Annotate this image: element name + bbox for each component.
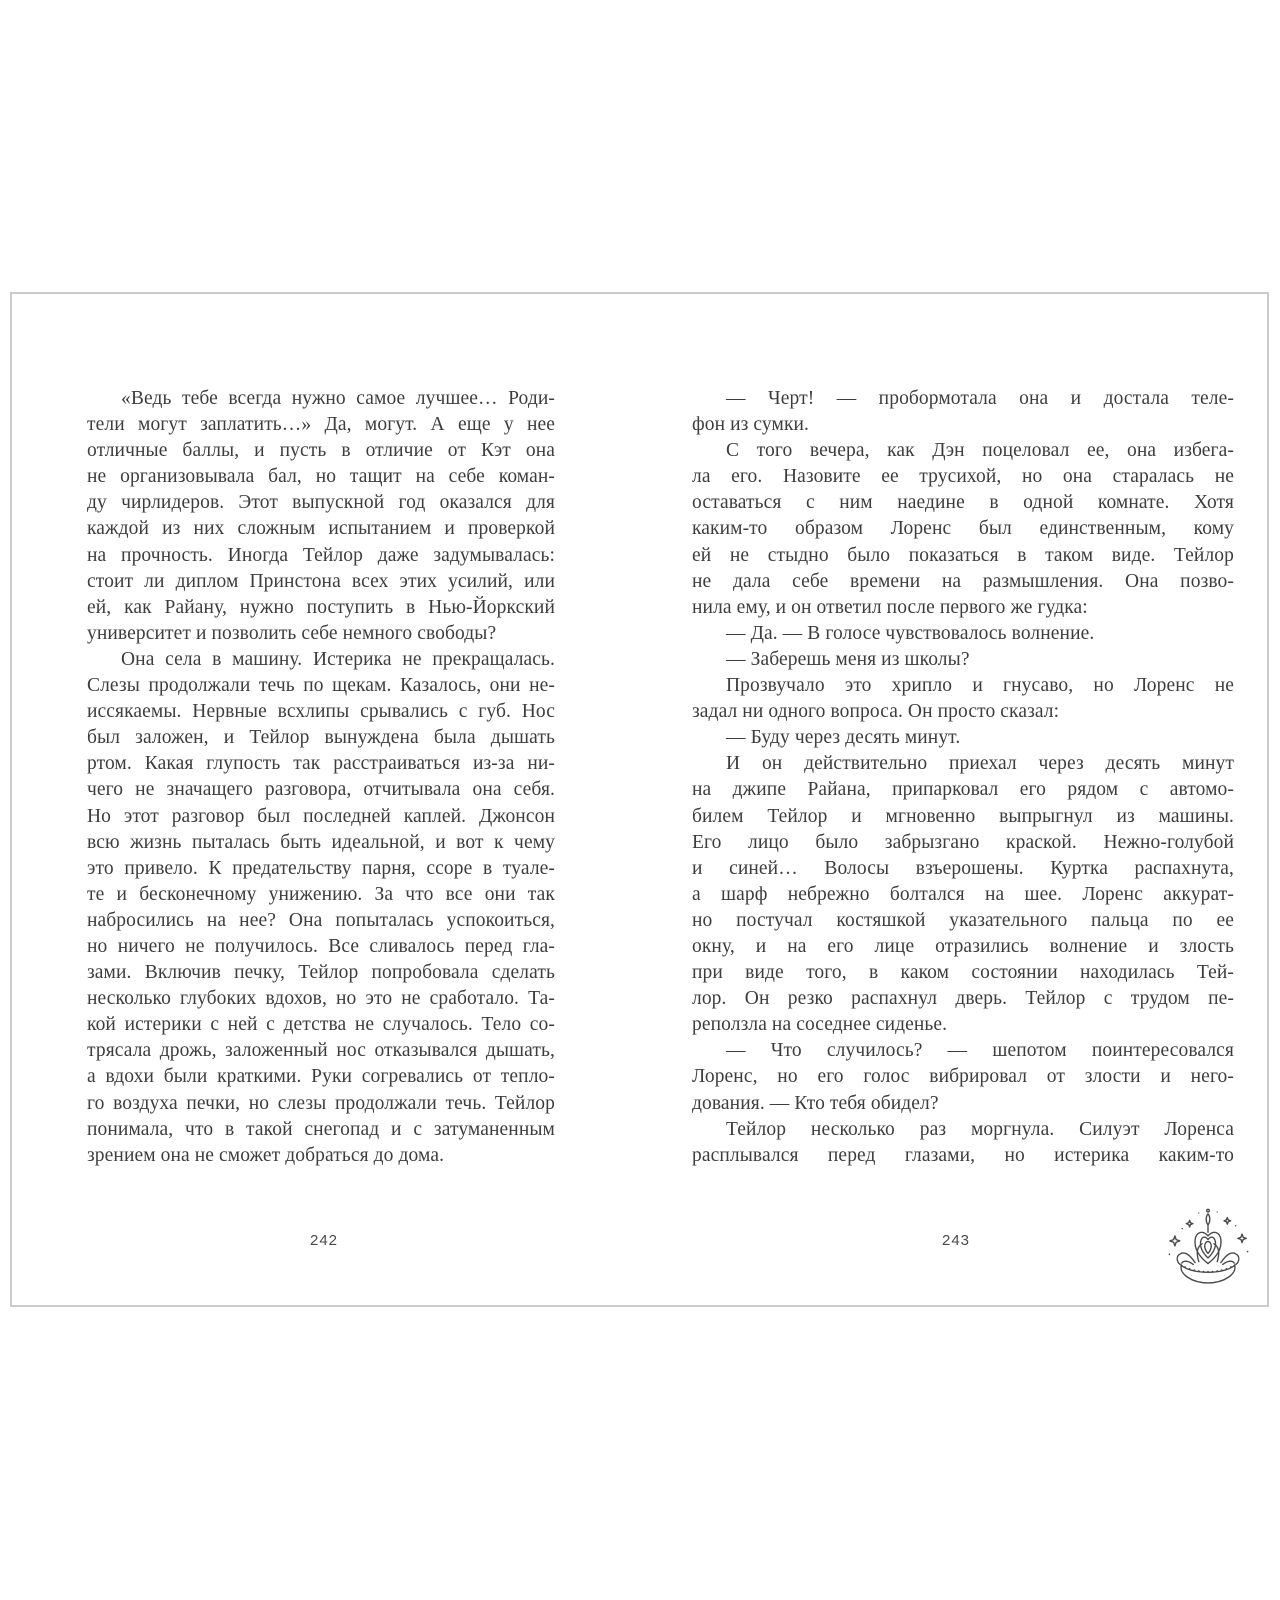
text-line: Она села в машину. Истерика не прекращалась. [121, 648, 555, 670]
text-line: набросились на нее? Она попыталась успокоиться, [87, 909, 555, 931]
text-line: фон из сумки. [692, 414, 810, 436]
text-line: отличные баллы, и пусть в отличие от Кэт она [87, 440, 555, 462]
text-line: — Заберешь меня из школы? [726, 648, 970, 670]
paragraph [692, 647, 1234, 673]
text-line: не дала себе времени на размышления. Она позво- [692, 570, 1234, 592]
text-line: — Черт! — пробормотала она и достала теле- [726, 388, 1234, 409]
text-line: Его лицо было забрызгано краской. Нежно-голубой [692, 831, 1234, 853]
text-line: задал ни одного вопроса. Он просто сказал: [692, 701, 1060, 723]
text-line: ей, как Райану, нужно поступить в Нью-Йоркский [87, 596, 555, 618]
text-line: Слезы продолжали течь по щекам. Казалось, они не- [87, 675, 555, 697]
text-line: го воздуха печки, но слезы продолжали течь. Тейлор [87, 1092, 555, 1114]
text-line: Прозвучало это хрипло и гнусаво, но Лоренс не [726, 675, 1234, 697]
text-line: — Что случилось? — шепотом поинтересовался [726, 1040, 1234, 1062]
text-line: ду чирлидеров. Этот выпускной год оказался для [87, 492, 555, 514]
paragraph [692, 725, 1234, 751]
text-line: реползла на соседнее сиденье. [692, 1014, 948, 1036]
text-line: иссякаемы. Нервные всхлипы срывались с губ. Нос [87, 701, 555, 723]
text-line: Лоренс, но его голос вибрировал от злости и него- [692, 1066, 1234, 1088]
text-line: — Буду через десять минут. [726, 727, 961, 749]
text-line: но ничего не получилось. Все сливалось перед гла- [87, 935, 555, 957]
text-line: не организовывала бал, но тащит на себе коман- [87, 466, 555, 488]
text-line: был заложен, и Тейлор вынуждена была дышать [87, 727, 555, 749]
text-line: трясала дрожь, заложенный нос отказывался дышать, [87, 1040, 555, 1062]
text-line: ей не стыдно было показаться в таком виде. Тейлор [692, 544, 1234, 566]
text-line: те и бесконечному унижению. За что все они так [87, 883, 555, 905]
text-line: дования. — Кто тебя обидел? [692, 1092, 939, 1114]
text-line: зами. Включив печку, Тейлор попробовала сделать [87, 962, 555, 984]
text-line: каждой из них сложным испытанием и проверкой [87, 518, 555, 540]
paragraph [692, 386, 1234, 438]
text-line: на прочность. Иногда Тейлор даже задумывалась: [87, 544, 555, 566]
text-line: чего не значащего разговора, отчитывала она себя. [87, 779, 555, 801]
text-line: а шарф небрежно болтался на шее. Лоренс аккурат- [692, 883, 1234, 905]
text-line: билем Тейлор и мгновенно выпрыгнул из машины. [692, 805, 1234, 827]
text-line: а вдохи были краткими. Руки согревались от тепло- [87, 1066, 555, 1088]
page-number-right: 243 [941, 1232, 971, 1249]
text-line: каким-то образом Лоренс был единственным, кому [692, 518, 1234, 540]
text-line: окну, и на его лице отразились волнение и злость [692, 935, 1234, 957]
paragraph [692, 621, 1234, 647]
text-line: Но этот разговор был последней каплей. Джонсон [87, 805, 555, 827]
paragraph [87, 386, 555, 647]
text-line: ла его. Назовите ее трусихой, но она старалась не [692, 466, 1234, 488]
text-line: всю жизнь пыталась быть идеальной, и вот к чему [87, 831, 555, 853]
text-line: И он действительно приехал через десять минут [726, 753, 1234, 775]
text-line: при виде того, в каком состоянии находилась Тей- [692, 962, 1234, 984]
paragraph [87, 647, 555, 1169]
text-line: — Да. — В голосе чувствовалось волнение. [726, 622, 1095, 644]
book-spread [10, 292, 1269, 1307]
right-page-text-column [692, 386, 1234, 1169]
text-line: Тейлор несколько раз моргнула. Силуэт Лоренса [726, 1118, 1234, 1140]
text-line: несколько глубоких вдохов, но это не сработало. Та- [87, 988, 555, 1010]
text-line: зрением она не сможет добраться до дома. [87, 1144, 445, 1166]
paragraph [692, 1038, 1234, 1116]
paragraph [692, 673, 1234, 725]
text-line: тели могут заплатить…» Да, могут. А еще у нее [87, 414, 555, 436]
tiara-icon [1162, 1199, 1254, 1295]
text-line: оставаться с ним наедине в одной комнате. Хотя [692, 492, 1234, 514]
page-number-left: 242 [309, 1232, 339, 1249]
text-line: и синей… Волосы взъерошены. Куртка распахнута, [692, 857, 1234, 879]
paragraph [692, 1117, 1234, 1169]
text-line: университет и позволить себе немного свободы? [87, 622, 497, 644]
text-line: это привело. К предательству парня, ссоре в туале- [87, 857, 555, 879]
text-line: С того вечера, как Дэн поцеловал ее, она избега- [726, 440, 1234, 462]
paragraph [692, 751, 1234, 1038]
paragraph [692, 438, 1234, 621]
text-line: но постучал костяшкой указательного пальца по ее [692, 909, 1234, 931]
text-line: ртом. Какая глупость так расстраиваться из-за ни- [87, 753, 555, 775]
text-line: лор. Он резко распахнул дверь. Тейлор с трудом пе- [692, 988, 1234, 1010]
text-line: «Ведь тебе всегда нужно самое лучшее… Роди- [121, 388, 555, 409]
text-line: расплывался перед глазами, но истерика каким-то [692, 1144, 1234, 1166]
text-line: на джипе Райана, припарковал его рядом с автомо- [692, 779, 1234, 801]
text-line: кой истерики с ней с детства не случалось. Тело со- [87, 1014, 555, 1036]
text-line: стоит ли диплом Принстона всех этих усилий, или [87, 570, 555, 592]
text-line: нила ему, и он ответил после первого же гудка: [692, 596, 1088, 618]
text-line: понимала, что в такой снегопад и с затуманенным [87, 1118, 555, 1140]
left-page-text-column [87, 386, 555, 1169]
